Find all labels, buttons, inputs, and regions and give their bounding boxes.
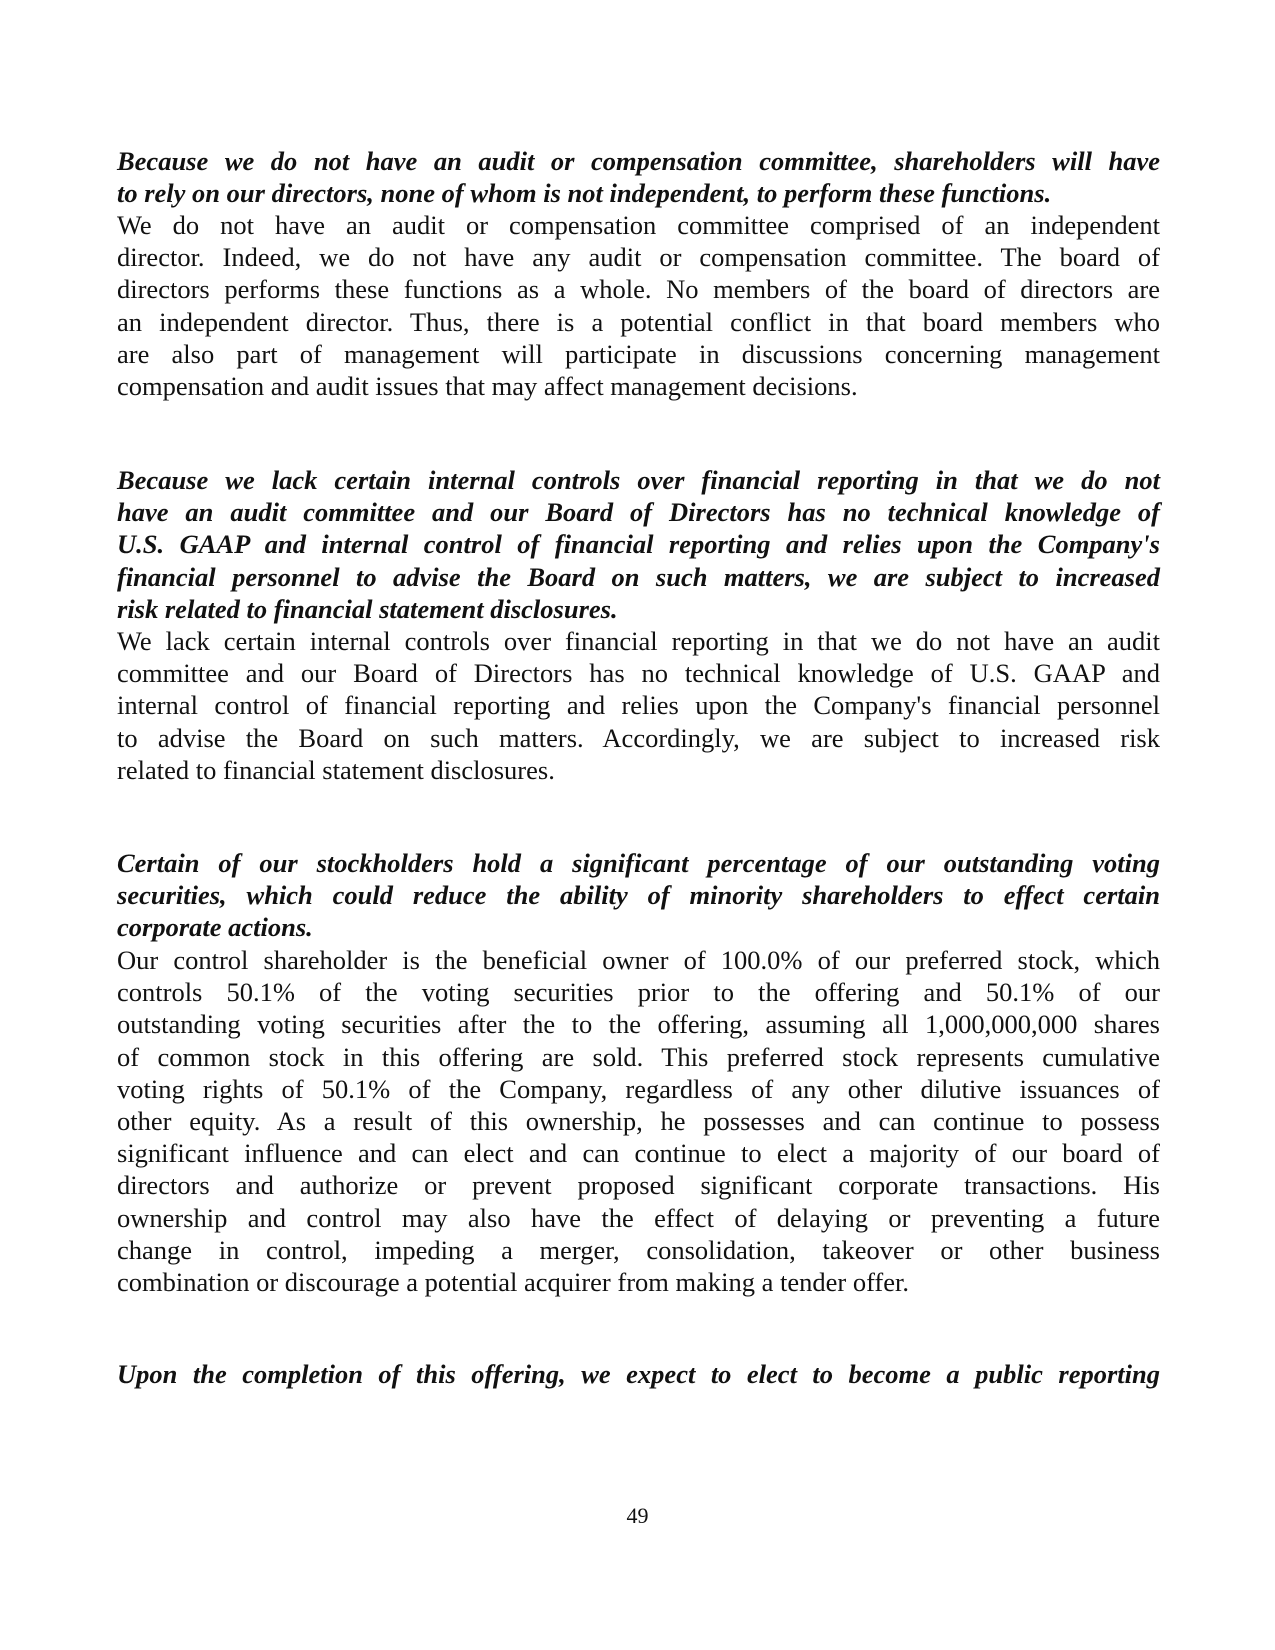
heading-line: U.S. GAAP and internal control of financial reporting and relies upon the Company's [117, 529, 1160, 560]
body-line: director. Indeed, we do not have any audit or compensation committee. The board of [117, 242, 1160, 273]
heading-line: Upon the completion of this offering, we expect to elect to become a public reporting [117, 1359, 1160, 1389]
heading-line: Because we do not have an audit or compensation committee, shareholders will have [117, 146, 1160, 176]
body-line: to advise the Board on such matters. Accordingly, we are subject to increased risk [117, 722, 1160, 753]
body-line: controls 50.1% of the voting securities prior to the offering and 50.1% of our [117, 977, 1160, 1008]
body-line: are also part of management will participate in discussions concerning management [117, 338, 1160, 369]
body-line: Our control shareholder is the beneficial owner of 100.0% of our preferred stock, which [117, 945, 1160, 975]
body-line: voting rights of 50.1% of the Company, regardless of any other dilutive issuances of [117, 1073, 1160, 1104]
risk-heading-audit-committee [117, 145, 1160, 209]
body-line: committee and our Board of Directors has no technical knowledge of U.S. GAAP and [117, 658, 1160, 689]
body-line: We lack certain internal controls over financial reporting in that we do not have an audit [117, 626, 1160, 656]
heading-line: risk related to financial statement disclosures. [117, 593, 618, 624]
heading-line: securities, which could reduce the ability of minority shareholders to effect certain [117, 880, 1160, 911]
body-line: an independent director. Thus, there is a potential conflict in that board members who [117, 306, 1160, 337]
heading-line: financial personnel to advise the Board on such matters, we are subject to increased [117, 561, 1160, 592]
risk-body-stockholder-control [117, 944, 1160, 1298]
body-line: directors performs these functions as a whole. No members of the board of directors are [117, 274, 1160, 305]
body-line: compensation and audit issues that may affect management decisions. [117, 370, 858, 401]
body-line: related to financial statement disclosures. [117, 754, 555, 785]
heading-line: corporate actions. [117, 912, 313, 943]
body-line: change in control, impeding a merger, consolidation, takeover or other business [117, 1234, 1160, 1265]
heading-line: Certain of our stockholders hold a significant percentage of our outstanding voting [117, 848, 1160, 878]
risk-heading-stockholder-control [117, 847, 1160, 944]
risk-body-audit-committee [117, 209, 1160, 402]
body-line: directors and authorize or prevent proposed significant corporate transactions. His [117, 1170, 1160, 1201]
body-line: We do not have an audit or compensation committee comprised of an independent [117, 210, 1160, 240]
body-line: other equity. As a result of this ownership, he possesses and can continue to possess [117, 1105, 1160, 1136]
risk-heading-public-reporting [117, 1358, 1160, 1390]
body-line: internal control of financial reporting and relies upon the Company's financial personnel [117, 690, 1160, 721]
body-line: of common stock in this offering are sold. This preferred stock represents cumulative [117, 1041, 1160, 1072]
risk-heading-internal-controls [117, 464, 1160, 625]
heading-line: Because we lack certain internal controls over financial reporting in that we do not [117, 465, 1160, 495]
body-line: ownership and control may also have the effect of delaying or preventing a future [117, 1202, 1160, 1233]
heading-line: to rely on our directors, none of whom is not independent, to perform these functions. [117, 178, 1052, 209]
risk-body-internal-controls [117, 625, 1160, 786]
page-number: 49 [626, 1503, 649, 1528]
heading-line: have an audit committee and our Board of Directors has no technical knowledge of [117, 497, 1160, 528]
body-line: combination or discourage a potential acquirer from making a tender offer. [117, 1266, 910, 1297]
body-line: outstanding voting securities after the to the offering, assuming all 1,000,000,000 shares [117, 1009, 1160, 1040]
body-line: significant influence and can elect and can continue to elect a majority of our board of [117, 1138, 1160, 1169]
